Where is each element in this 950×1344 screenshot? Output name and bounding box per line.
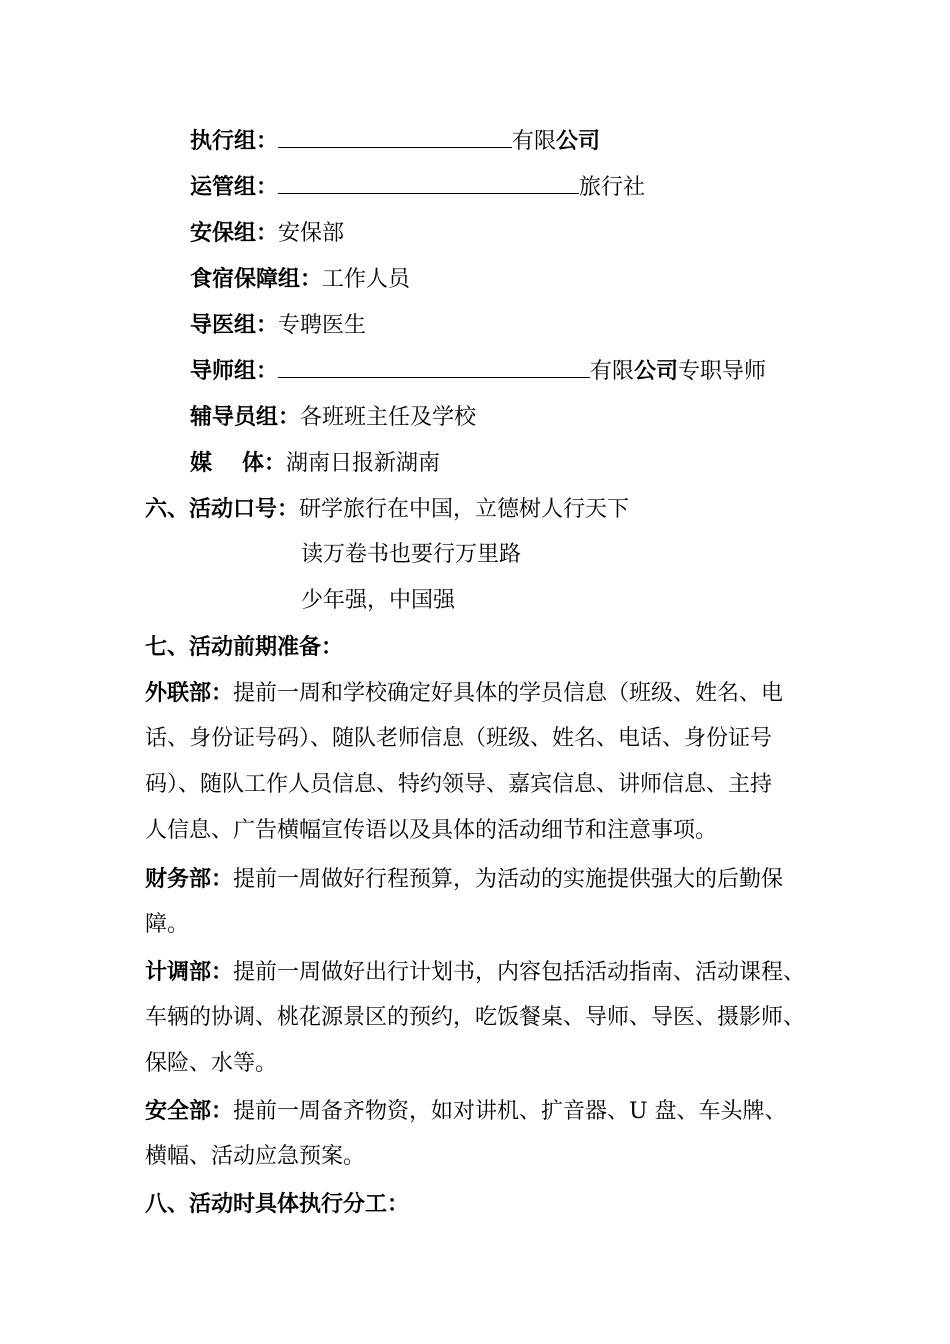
group-security [190,218,344,249]
group-label: 导师组： [190,358,279,384]
group-counselor [190,402,476,433]
dept-safety: 安全部：提前一周备齐物资，如对讲机、扩音器、U 盘、车头牌、 [145,1098,787,1124]
group-food-lodging [190,264,410,295]
slogan-line: 少年强，中国强 [301,588,456,613]
paragraph-line: 话、身份证号码）、随队老师信息（班级、姓名、电话、身份证号 [145,726,773,751]
group-medical [190,310,366,341]
section-heading: 七、活动前期准备： [145,634,344,660]
paragraph-line: 码）、随队工作人员信息、特约领导、嘉宾信息、讲师信息、主持 [145,772,773,797]
group-mentor: 导师组： 有限公司专职导师 [190,358,767,384]
section-heading: 六、活动口号： [145,496,300,522]
dept-label: 计调部： [145,959,234,985]
section-heading: 八、活动时具体执行分工： [145,1191,410,1217]
group-label: 运管组： [190,174,279,200]
dept-label: 外联部： [145,680,234,706]
paragraph-line: 保险、水等。 [145,1051,278,1076]
group-value: 专聘医生 [278,313,367,338]
group-label: 执行组： [190,128,279,154]
paragraph-line: 横幅、活动应急预案。 [145,1144,366,1169]
blank-underline [278,173,579,194]
blank-underline [278,127,512,148]
dept-planning: 计调部：提前一周做好出行计划书，内容包括活动指南、活动课程、 [145,959,806,985]
group-value: 湖南日报新湖南 [286,451,441,476]
dept-finance: 财务部：提前一周做好行程预算，为活动的实施提供强大的后勤保 [145,866,784,892]
group-label: 导医组： [190,312,279,338]
group-value: 安保部 [278,221,345,246]
dept-liaison: 外联部：提前一周和学校确定好具体的学员信息（班级、姓名、电 [145,680,784,706]
dept-label: 安全部： [145,1098,234,1124]
group-operations: 运管组： 旅行社 [190,174,646,200]
blank-underline [278,357,590,378]
slogan-line: 读万卷书也要行万里路 [301,542,522,567]
slogan-section [145,494,629,525]
group-executive: 执行组： 有限公司 [190,128,601,154]
paragraph-line: 障。 [145,912,190,937]
group-media: 媒 体：湖南日报新湖南 [190,450,441,476]
group-value: 工作人员 [322,267,411,292]
dept-label: 财务部： [145,866,234,892]
group-label: 辅导员组： [190,404,301,430]
paragraph-line: 车辆的协调、桃花源景区的预约，吃饭餐桌、导师、导医、摄影师、 [145,1005,806,1030]
group-label: 安保组： [190,220,279,246]
group-value: 各班班主任及学校 [300,405,477,430]
group-label: 食宿保障组： [190,266,323,292]
paragraph-line: 人信息、广告横幅宣传语以及具体的活动细节和注意事项。 [145,818,718,843]
slogan-line: 研学旅行在中国，立德树人行天下 [299,497,630,522]
